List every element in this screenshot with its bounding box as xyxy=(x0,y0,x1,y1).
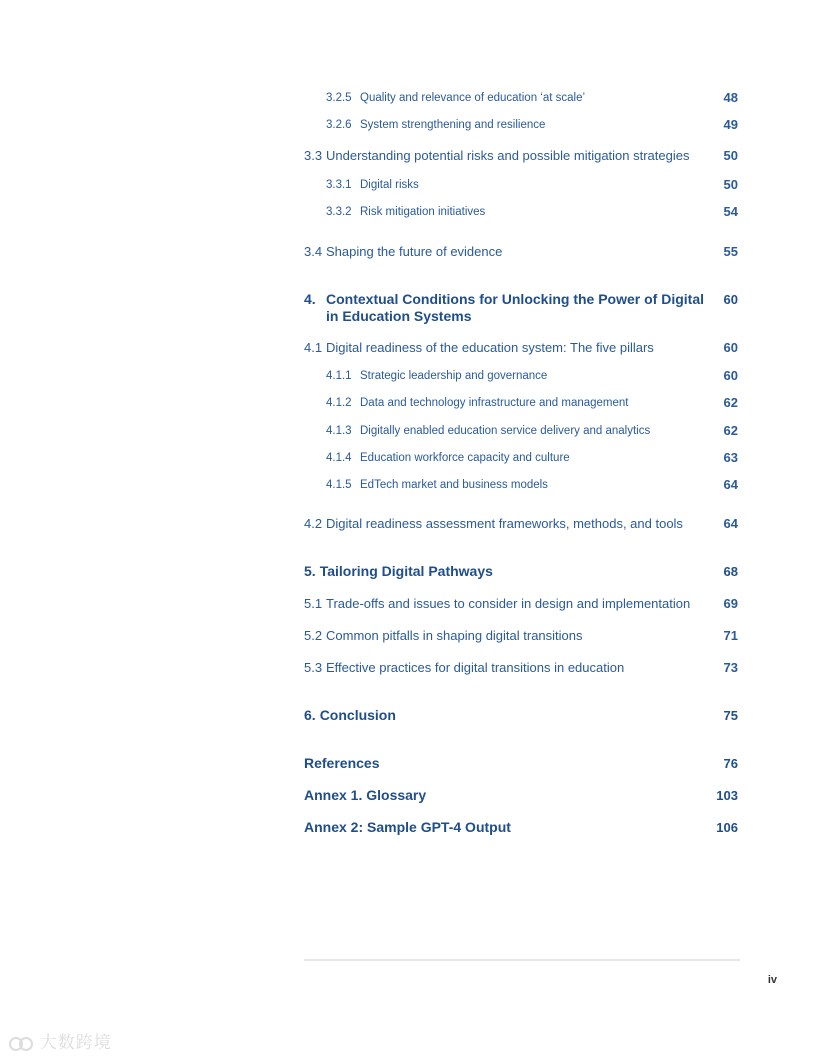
toc-entry-title: Tailoring Digital Pathways xyxy=(319,563,493,579)
toc-entry-title: Shaping the future of evidence xyxy=(326,244,503,259)
watermark-logo-icon xyxy=(8,1036,34,1052)
toc-entry-title: Quality and relevance of education ‘at scale’ xyxy=(360,92,586,104)
toc-entry-title: Education workforce capacity and culture xyxy=(360,452,570,464)
toc-entry-page: 63 xyxy=(723,450,738,465)
toc-entry-3-3[interactable] xyxy=(304,147,740,164)
toc-entry-number: 3.3.1 xyxy=(326,179,352,191)
toc-entry-title: Risk mitigation initiatives xyxy=(360,206,486,218)
toc-entry-6[interactable] xyxy=(304,707,740,724)
toc-entry-page: 62 xyxy=(723,423,738,438)
toc-entry-number: 3.2.5 xyxy=(326,92,352,104)
toc-entry-title: Common pitfalls in shaping digital transitions xyxy=(326,628,583,643)
toc-entry-number: 3.4 xyxy=(304,244,323,259)
toc-entry-number: 5.1 xyxy=(304,596,323,611)
toc-entry-page: 60 xyxy=(723,292,738,307)
toc-entry-4[interactable] xyxy=(304,291,740,325)
toc-entry-page: 50 xyxy=(723,177,738,192)
toc-entry-3-2-6[interactable] xyxy=(304,117,740,133)
footer-divider xyxy=(304,959,740,961)
toc-entry-title: Trade-offs and issues to consider in design and implementation xyxy=(326,596,691,611)
toc-entry-title: Conclusion xyxy=(319,707,396,723)
toc-entry-page: 49 xyxy=(723,117,738,132)
toc-entry-title: Digitally enabled education service delivery and analytics xyxy=(360,425,651,437)
toc-entry-number: 4.1.2 xyxy=(326,397,352,409)
toc-entry-number: 6. xyxy=(304,707,316,723)
toc-entry-5[interactable] xyxy=(304,563,740,580)
toc-entry-references[interactable] xyxy=(304,755,740,772)
toc-entry-4-1-5[interactable] xyxy=(304,477,740,493)
toc-entry-number: 4.1.1 xyxy=(326,370,352,382)
toc-entry-number: 3.3.2 xyxy=(326,206,352,218)
toc-entry-3-3-1[interactable] xyxy=(304,177,740,193)
toc-entry-page: 106 xyxy=(716,820,738,835)
toc-entry-title: References xyxy=(304,755,380,771)
toc-entry-page: 69 xyxy=(723,596,738,611)
toc-entry-page: 64 xyxy=(723,477,738,492)
toc-entry-annex-1[interactable] xyxy=(304,787,740,804)
toc-entry-title: System strengthening and resilience xyxy=(360,119,546,131)
toc-entry-4-1-4[interactable] xyxy=(304,450,740,466)
toc-entry-title: Contextual Conditions for Unlocking the Power of Digital in Education Systems xyxy=(326,291,704,324)
toc-entry-number: 5.2 xyxy=(304,628,323,643)
toc-entry-4-1-2[interactable] xyxy=(304,395,740,411)
toc-entry-4-2[interactable] xyxy=(304,515,740,532)
toc-entry-title: Effective practices for digital transitions in education xyxy=(326,660,625,675)
toc-entry-3-3-2[interactable] xyxy=(304,204,740,220)
toc-entry-4-1-1[interactable] xyxy=(304,368,740,384)
toc-entry-page: 64 xyxy=(723,516,738,531)
toc-entry-5-3[interactable] xyxy=(304,659,740,676)
toc-entry-title: Understanding potential risks and possible mitigation strategies xyxy=(326,148,690,163)
toc-entry-page: 103 xyxy=(716,788,738,803)
toc-entry-annex-2[interactable] xyxy=(304,819,740,836)
toc-entry-number: 4.1.5 xyxy=(326,479,352,491)
toc-entry-title: Digital readiness assessment frameworks, methods, and tools xyxy=(326,516,683,531)
toc-entry-page: 54 xyxy=(723,204,738,219)
toc-entry-number: 4.1.4 xyxy=(326,452,352,464)
toc-entry-4-1[interactable] xyxy=(304,339,740,356)
toc-entry-page: 75 xyxy=(723,708,738,723)
toc-entry-title: Digital readiness of the education system: The five pillars xyxy=(326,340,654,355)
toc-entry-page: 76 xyxy=(723,756,738,771)
page-number: iv xyxy=(767,974,777,986)
toc-entry-title: Strategic leadership and governance xyxy=(360,370,548,382)
toc-entry-5-1[interactable] xyxy=(304,595,740,612)
toc-entry-number: 4. xyxy=(304,291,316,307)
toc-entry-number: 4.2 xyxy=(304,516,323,531)
toc-entry-4-1-3[interactable] xyxy=(304,423,740,439)
toc-entry-page: 71 xyxy=(723,628,738,643)
toc-entry-title: Annex 1. Glossary xyxy=(304,787,427,803)
toc-entry-title: EdTech market and business models xyxy=(360,479,548,491)
toc-entry-title: Digital risks xyxy=(360,179,419,191)
toc-entry-page: 48 xyxy=(723,90,738,105)
toc-entry-title: Data and technology infrastructure and management xyxy=(360,397,629,409)
toc-entry-3-4[interactable] xyxy=(304,243,740,260)
toc-entry-number: 4.1.3 xyxy=(326,425,352,437)
watermark xyxy=(8,1028,112,1053)
watermark-text: 大数跨境 xyxy=(39,1033,112,1052)
toc-entry-number: 3.3 xyxy=(304,148,323,163)
toc-entry-3-2-5[interactable] xyxy=(304,90,740,106)
toc-entry-5-2[interactable] xyxy=(304,627,740,644)
toc-entry-page: 55 xyxy=(723,244,738,259)
toc-entry-page: 68 xyxy=(723,564,738,579)
toc-entry-page: 60 xyxy=(723,340,738,355)
toc-entry-number: 4.1 xyxy=(304,340,323,355)
toc-entry-page: 62 xyxy=(723,395,738,410)
toc-entry-page: 50 xyxy=(723,148,738,163)
toc-entry-number: 3.2.6 xyxy=(326,119,352,131)
toc-entry-number: 5. xyxy=(304,563,316,579)
toc-entry-number: 5.3 xyxy=(304,660,323,675)
toc-entry-title: Annex 2: Sample GPT-4 Output xyxy=(304,819,511,835)
toc-entry-page: 73 xyxy=(723,660,738,675)
toc-entry-page: 60 xyxy=(723,368,738,383)
